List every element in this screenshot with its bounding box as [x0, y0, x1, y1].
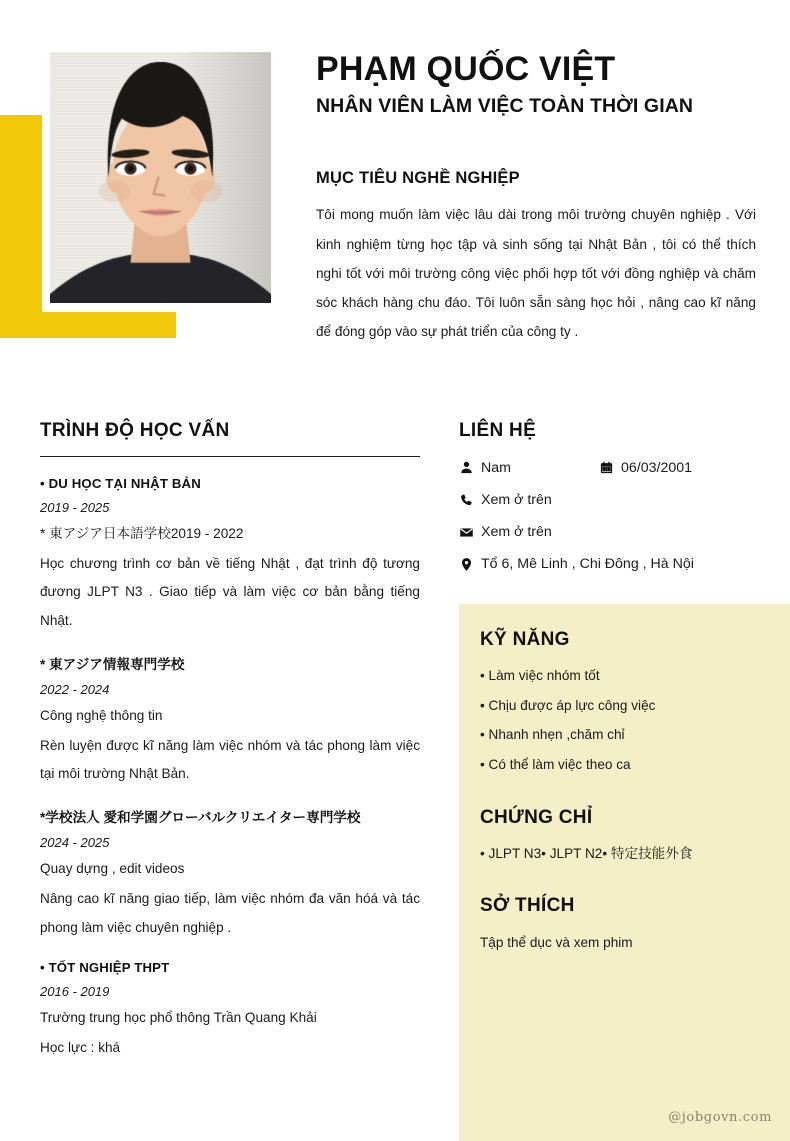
education-entry: [40, 960, 420, 1062]
education-entry-dates: 2019 - 2025: [40, 500, 110, 515]
certificates-heading: CHỨNG CHỈ: [480, 806, 593, 828]
education-heading: TRÌNH ĐỘ HỌC VẤN: [40, 420, 230, 441]
profile-photo: [50, 52, 271, 303]
watermark: @jobgovn.com: [668, 1110, 772, 1125]
skills-certificates-hobbies-panel: [459, 604, 790, 1141]
page-title: PHẠM QUỐC VIỆT: [316, 50, 616, 88]
certificates-list: [480, 845, 776, 863]
education-entry-description: Rèn luyện được kĩ năng làm việc nhóm và tác phong làm việc tại môi trường Nhật Bản.: [40, 737, 420, 782]
person-icon: [459, 460, 481, 475]
education-entry-title: * 東アジア情報専門学校: [40, 656, 185, 672]
education-entry: [40, 476, 420, 635]
education-entry-school: Công nghệ thông tin: [40, 707, 163, 723]
contact-phone: Xem ở trên: [481, 491, 552, 508]
profile-photo-image: [50, 52, 271, 303]
skills-heading: KỸ NĂNG: [480, 629, 570, 650]
section-spacer: [480, 862, 776, 895]
education-entry-dates: 2022 - 2024: [40, 681, 110, 697]
education-entry-description: Học lực : khá: [40, 1039, 121, 1055]
contact-section: [459, 420, 779, 574]
contact-heading: LIÊN HỆ: [459, 420, 537, 441]
skills-list: [480, 667, 776, 774]
hobbies-heading: SỞ THÍCH: [480, 895, 575, 917]
objective-heading: MỤC TIÊU NGHỀ NGHIỆP: [316, 169, 520, 188]
education-entry: [40, 653, 420, 789]
education-entry-title: • DU HỌC TẠI NHẬT BẢN: [40, 476, 201, 491]
education-entry-description: Nâng cao kĩ năng giao tiếp, làm việc nhóm đa văn hóá và tác phong làm việc chuyên nghiệp .: [40, 891, 420, 935]
education-entry-dates: 2024 - 2025: [40, 835, 110, 851]
education-divider: [40, 456, 420, 457]
education-entry-school: Quay dựng , edit videos: [40, 861, 185, 877]
hobbies-text: Tập thể dục và xem phim: [480, 935, 633, 951]
contact-gender: Nam: [481, 459, 511, 476]
header: [316, 50, 756, 346]
education-entry-school: Trường trung học phổ thông Trần Quang Khải: [40, 1009, 317, 1025]
education-entry: [40, 806, 420, 942]
education-entry-school: * 東アジア日本語学校2019 - 2022: [40, 526, 244, 541]
yellow-accent-horizontal-bar: [0, 312, 176, 338]
contact-email: Xem ở trên: [481, 523, 552, 540]
section-spacer: [480, 774, 776, 807]
education-entry-dates: 2016 - 2019: [40, 983, 110, 999]
objective-text: Tôi mong muốn làm việc lâu dài trong môi trường chuyên nghiệp . Với kinh nghiệm từng học tập và sinh sống tại Nhật Bản , tôi có thể thích nghi tốt với môi trường công việc phối hợp tốt với đồng nghiệp và chăm sóc khách hàng chu đáo. Tôi luôn sẵn sàng học hỏi , nâng cao kĩ năng để đóng góp vào sự phát triển của công ty .: [316, 207, 756, 339]
list-item: • Có thể làm việc theo ca: [480, 757, 631, 773]
calendar-icon: [599, 460, 621, 475]
yellow-accent-vertical-bar: [0, 115, 42, 338]
list-item: • Làm việc nhóm tốt: [480, 668, 600, 683]
envelope-icon: [459, 525, 481, 540]
contact-row: [459, 554, 779, 574]
contact-row: [459, 458, 779, 478]
list-item: • JLPT N3• JLPT N2• 特定技能外食: [480, 845, 693, 861]
contact-address: Tổ 6, Mê Linh , Chi Đông , Hà Nội: [481, 555, 694, 572]
education-entry-description: Học chương trình cơ bản về tiếng Nhật , đạt trình độ tương đương JLPT N3 . Giao tiếp và làm việc cơ bản bằng tiếng Nhật.: [40, 556, 420, 628]
location-pin-icon: [459, 557, 481, 572]
job-title: NHÂN VIÊN LÀM VIỆC TOÀN THỜI GIAN: [316, 95, 694, 118]
list-item: • Nhanh nhẹn ,chăm chỉ: [480, 727, 625, 743]
phone-icon: [459, 493, 481, 508]
education-entry-title: *学校法人 愛和学園グローバルクリエイター専門学校: [40, 810, 361, 826]
list-item: • Chịu được áp lực công việc: [480, 697, 656, 713]
education-entry-title: • TỐT NGHIỆP THPT: [40, 959, 170, 975]
contact-row: [459, 522, 779, 542]
contact-birthdate: 06/03/2001: [621, 459, 693, 476]
contact-row: [459, 490, 779, 510]
education-section: [40, 420, 420, 1062]
